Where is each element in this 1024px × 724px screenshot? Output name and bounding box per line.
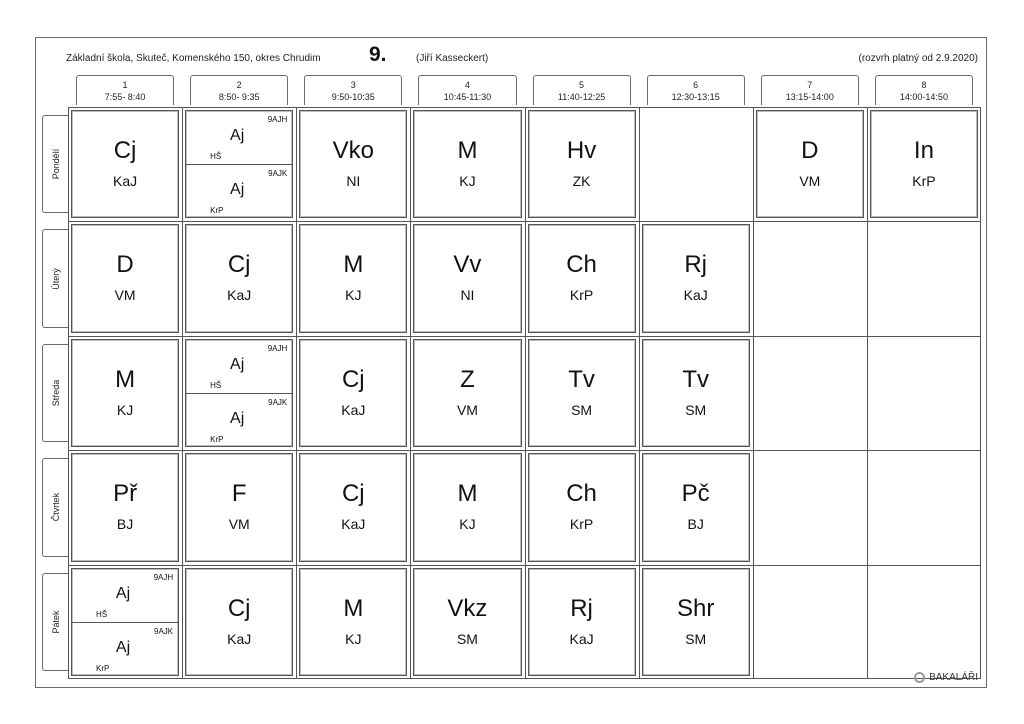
validity-note: (rozvrh platný od 2.9.2020): [858, 53, 978, 64]
lesson-teacher: SM: [685, 401, 707, 418]
period-header-8: [875, 75, 973, 105]
lesson-cell: [413, 453, 521, 561]
grid-column-line: [410, 107, 411, 679]
lesson-subject: M: [343, 251, 364, 279]
lesson-cell: [413, 339, 521, 447]
lesson-subject: Aj: [115, 638, 131, 656]
lesson-subject: Tv: [568, 365, 595, 393]
lesson-teacher: VM: [456, 401, 478, 418]
lesson-cell: [413, 110, 521, 218]
period-number: 1: [122, 80, 128, 90]
lesson-cell: [71, 453, 179, 561]
lesson-subject: Ch: [566, 480, 597, 508]
period-time: 9:50-10:35: [331, 92, 375, 102]
lesson-cell: [71, 339, 179, 447]
lesson-cell: [870, 110, 978, 218]
day-label-2: [42, 229, 68, 327]
group-name: 9AJK: [268, 397, 288, 407]
period-time: 11:40-12:25: [557, 92, 606, 102]
lesson-teacher: KaJ: [227, 287, 252, 304]
period-time: 13:15-14:00: [785, 92, 834, 102]
lesson-subject: M: [457, 137, 478, 164]
lesson-teacher: VM: [228, 516, 250, 533]
group-lesson: [72, 622, 178, 676]
period-number: 7: [807, 80, 813, 90]
period-number: 2: [236, 80, 242, 90]
lesson-teacher: KJ: [345, 287, 362, 304]
lesson-cell: [71, 110, 179, 218]
lesson-subject: Aj: [230, 409, 245, 427]
bakalari-logo: [914, 672, 978, 683]
lesson-cell: [642, 224, 750, 332]
lesson-cell: [528, 339, 636, 447]
day-label-1: [42, 115, 68, 213]
lesson-teacher: KJ: [459, 173, 476, 189]
lesson-teacher: NI: [460, 287, 475, 304]
lesson-cell: [756, 110, 864, 218]
group-lesson: [186, 164, 292, 218]
lesson-teacher: KrP: [912, 173, 936, 189]
lesson-subject: D: [801, 137, 819, 164]
lesson-cell: [528, 110, 636, 218]
lesson-cell: [528, 224, 636, 332]
class-name: 9.: [369, 43, 387, 66]
lesson-cell: [185, 339, 293, 447]
grid-row-line: [68, 450, 981, 451]
group-lesson: [186, 340, 292, 393]
lesson-subject: M: [457, 480, 478, 508]
day-name: Středa: [50, 379, 61, 407]
lesson-subject: Shr: [677, 594, 715, 622]
grid-column-line: [753, 107, 754, 679]
period-time: 14:00-14:50: [899, 92, 948, 102]
day-label-4: [42, 458, 68, 556]
lesson-teacher: KJ: [345, 630, 362, 647]
lesson-cell: [71, 568, 179, 676]
group-lesson: [72, 569, 178, 622]
period-header-2: [190, 75, 288, 105]
lesson-cell: [185, 453, 293, 561]
lesson-subject: Př: [113, 480, 138, 508]
lesson-subject: In: [913, 137, 934, 164]
lesson-teacher: KrP: [569, 287, 594, 304]
lesson-subject: F: [231, 480, 247, 508]
group-name: 9AJK: [154, 626, 174, 636]
lesson-cell: [71, 224, 179, 332]
lesson-teacher: BJ: [116, 516, 134, 533]
bakalari-logo-icon: [914, 672, 925, 683]
lesson-subject: M: [115, 365, 136, 393]
lesson-subject: Cj: [341, 480, 365, 508]
lesson-subject: Cj: [227, 594, 251, 622]
grid-column-line: [182, 107, 183, 679]
lesson-cell: [299, 568, 407, 676]
lesson-teacher: HŠ: [96, 609, 108, 619]
grid-column-line: [639, 107, 640, 679]
grid-column-line: [296, 107, 297, 679]
period-time: 10:45-11:30: [443, 92, 492, 102]
period-number: 8: [921, 80, 927, 90]
lesson-cell: [185, 224, 293, 332]
period-time: 7:55- 8:40: [104, 92, 146, 102]
lesson-teacher: KrP: [210, 206, 224, 216]
lesson-teacher: KaJ: [113, 173, 138, 189]
grid-column-line: [525, 107, 526, 679]
lesson-teacher: KaJ: [227, 630, 252, 647]
lesson-subject: Cj: [227, 251, 251, 279]
grid-row-line: [68, 565, 981, 566]
lesson-subject: Tv: [682, 365, 710, 393]
lesson-subject: Vkz: [447, 594, 488, 622]
grid-column-line: [867, 107, 868, 679]
school-name: Základní škola, Skuteč, Komenského 150, okres Chrudim: [66, 53, 321, 64]
period-number: 4: [464, 80, 470, 90]
lesson-teacher: SM: [685, 630, 707, 647]
lesson-cell: [528, 568, 636, 676]
period-header-7: [761, 75, 859, 105]
lesson-cell: [413, 568, 521, 676]
lesson-cell: [299, 453, 407, 561]
lesson-subject: Hv: [566, 137, 597, 164]
lesson-subject: Cj: [341, 365, 365, 393]
group-name: 9AJK: [268, 169, 288, 179]
period-header-3: [304, 75, 402, 105]
lesson-teacher: SM: [456, 630, 478, 647]
lesson-teacher: KJ: [116, 401, 134, 418]
lesson-teacher: ZK: [572, 173, 591, 189]
day-label-3: [42, 344, 68, 442]
period-number: 6: [693, 80, 699, 90]
lesson-subject: D: [116, 251, 134, 279]
period-header-6: [647, 75, 745, 105]
group-lesson: [186, 111, 292, 164]
group-lesson: [186, 393, 292, 447]
lesson-cell: [642, 339, 750, 447]
grid-row-line: [68, 336, 981, 337]
lesson-subject: Aj: [230, 127, 245, 144]
lesson-teacher: KrP: [210, 435, 224, 445]
lesson-cell: [299, 339, 407, 447]
lesson-subject: Aj: [230, 355, 245, 373]
period-header-5: [533, 75, 631, 105]
lesson-teacher: HŠ: [210, 152, 222, 162]
lesson-teacher: HŠ: [210, 380, 222, 390]
lesson-teacher: KaJ: [569, 630, 594, 647]
lesson-cell: [185, 568, 293, 676]
lesson-subject: Cj: [113, 137, 137, 164]
group-name: 9AJH: [153, 572, 174, 582]
lesson-teacher: KrP: [569, 516, 594, 533]
period-time: 8:50- 9:35: [218, 92, 260, 102]
lesson-cell: [299, 224, 407, 332]
period-time: 12:30-13:15: [671, 92, 720, 102]
period-header-4: [418, 75, 516, 105]
lesson-teacher: KaJ: [341, 401, 366, 418]
lesson-teacher: VM: [799, 173, 821, 189]
period-header-1: [76, 75, 174, 105]
grid-row-line: [68, 221, 981, 222]
day-name: Úterý: [50, 267, 61, 290]
group-name: 9AJH: [267, 115, 288, 124]
lesson-subject: Ch: [566, 251, 597, 279]
group-name: 9AJH: [267, 343, 288, 353]
lesson-subject: Z: [460, 365, 475, 393]
lesson-cell: [642, 568, 750, 676]
lesson-cell: [413, 224, 521, 332]
lesson-cell: [642, 453, 750, 561]
logo-text: BAKALÁŘI: [929, 672, 978, 683]
day-name: Pondělí: [50, 148, 61, 180]
lesson-teacher: KrP: [96, 663, 110, 673]
lesson-teacher: KaJ: [341, 516, 366, 533]
lesson-subject: Aj: [230, 181, 245, 199]
day-label-5: [42, 573, 68, 671]
lesson-subject: Rj: [570, 594, 593, 622]
lesson-subject: Rj: [684, 251, 708, 279]
lesson-cell: [185, 110, 293, 218]
period-number: 3: [350, 80, 356, 90]
period-number: 5: [579, 80, 585, 90]
day-name: Čtvrtek: [50, 493, 61, 522]
lesson-teacher: NI: [346, 173, 361, 189]
lesson-teacher: KJ: [459, 516, 476, 533]
class-teacher: (Jiří Kasseckert): [416, 53, 489, 64]
lesson-teacher: KaJ: [683, 287, 708, 304]
lesson-teacher: SM: [571, 401, 593, 418]
lesson-subject: Aj: [115, 584, 131, 602]
lesson-teacher: VM: [114, 287, 136, 304]
lesson-subject: Vv: [453, 251, 482, 279]
lesson-subject: Pč: [681, 480, 710, 508]
lesson-cell: [528, 453, 636, 561]
lesson-cell: [299, 110, 407, 218]
lesson-subject: Vko: [332, 137, 374, 164]
lesson-teacher: BJ: [687, 516, 704, 533]
day-name: Pátek: [50, 610, 61, 634]
lesson-subject: M: [343, 594, 364, 622]
